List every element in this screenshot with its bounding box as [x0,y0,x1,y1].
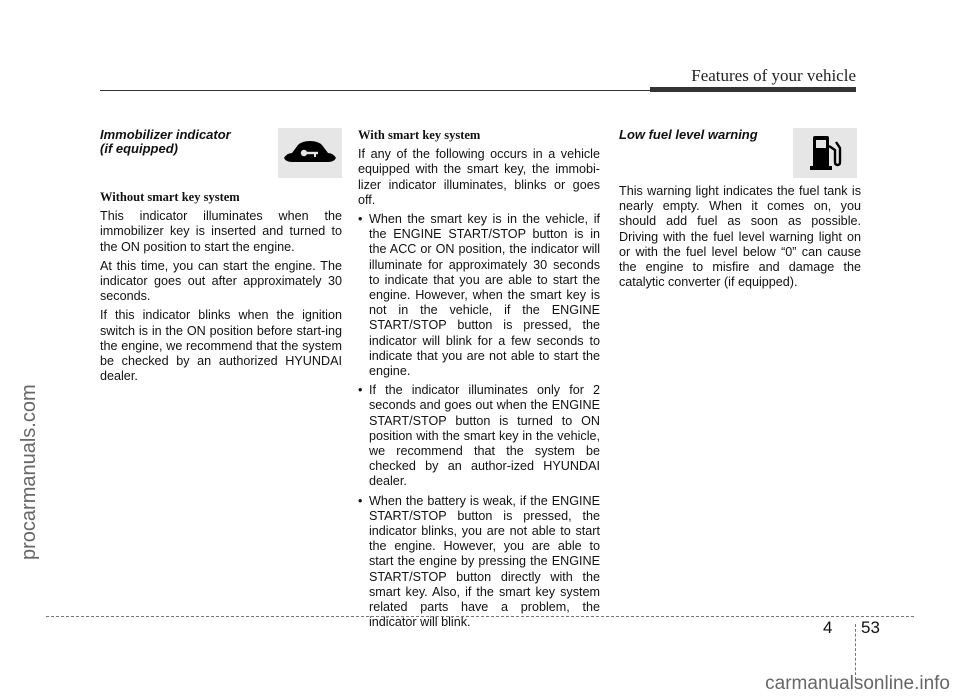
immobilizer-indicator-box [278,128,342,178]
footer-rule [46,616,914,617]
page-number: 53 [861,618,880,637]
column-smart-key [358,128,600,635]
header-rule-bar [650,87,856,92]
page-header-title: Features of your vehicle [691,66,856,85]
list-item: • When the battery is weak, if the ENGINE START/STOP button is pressed, the indicator blinks, you are not able to start the engine. However, you are able to start the engine by pressing the ENGINE START/STOP button directly with the smart key. Also, if the smart key system related parts have a problem, the indicator will blink. [358,494,600,631]
immobilizer-paragraph-3: If this indicator blinks when the ignition switch is in the ON position before start-ing the engine, we recommend that the system be checked by an authorized HYUNDAI dealer. [100,308,342,384]
smart-key-intro: If any of the following occurs in a vehicle equipped with the smart key, the immobi-lizer indicator illuminates, blinks or goes off. [358,147,600,207]
fuel-indicator-box [793,128,857,178]
list-item: • If the indicator illuminates only for 2 seconds and goes out when the ENGINE START/STOP button is turned to ON position with the smart key in the vehicle, we recommend that the system be checked by an author-ized HYUNDAI dealer. [358,383,600,489]
fuel-pump-icon [793,128,857,178]
without-smart-key-heading: Without smart key system [100,190,240,204]
immobilizer-paragraph-2: At this time, you can start the engine. The indicator goes out after approximately 30 seconds. [100,258,342,304]
with-smart-key-heading: With smart key system [358,128,481,142]
immobilizer-heading-line2: (if equipped) [100,141,178,156]
watermark-left: procarmanuals.com [18,384,40,560]
fuel-paragraph: This warning light indicates the fuel tank is nearly empty. When it comes on, you should add fuel as soon as possible. Driving with the fuel level warning light on or with the fuel level below “0” can cause the engine to misfire and damage the catalytic converter (if equipped). [619,184,861,290]
chapter-number: 4 [823,618,833,637]
footer-divider [855,624,856,680]
list-item: • When the smart key is in the vehicle, if the ENGINE START/STOP button is in the ACC or ON position, the indicator will illuminate for approximately 30 seconds to indicate that you are able to start the engine. However, when the smart key is not in the vehicle, if the ENGINE START/STOP button is pressed, the indicator will blink for a few seconds to indicate that you are not able to start the engine. [358,212,600,379]
immobilizer-paragraph-1: This indicator illuminates when the immobilizer key is inserted and turned to the ON position to start the engine. [100,209,342,254]
car-key-icon [278,128,342,178]
fuel-warning-heading: Low fuel level warning [619,127,758,142]
immobilizer-heading-line1: Immobilizer indicator [100,127,231,142]
watermark-bottom: carmanualsonline.info [765,673,950,694]
smart-key-list [358,212,600,630]
